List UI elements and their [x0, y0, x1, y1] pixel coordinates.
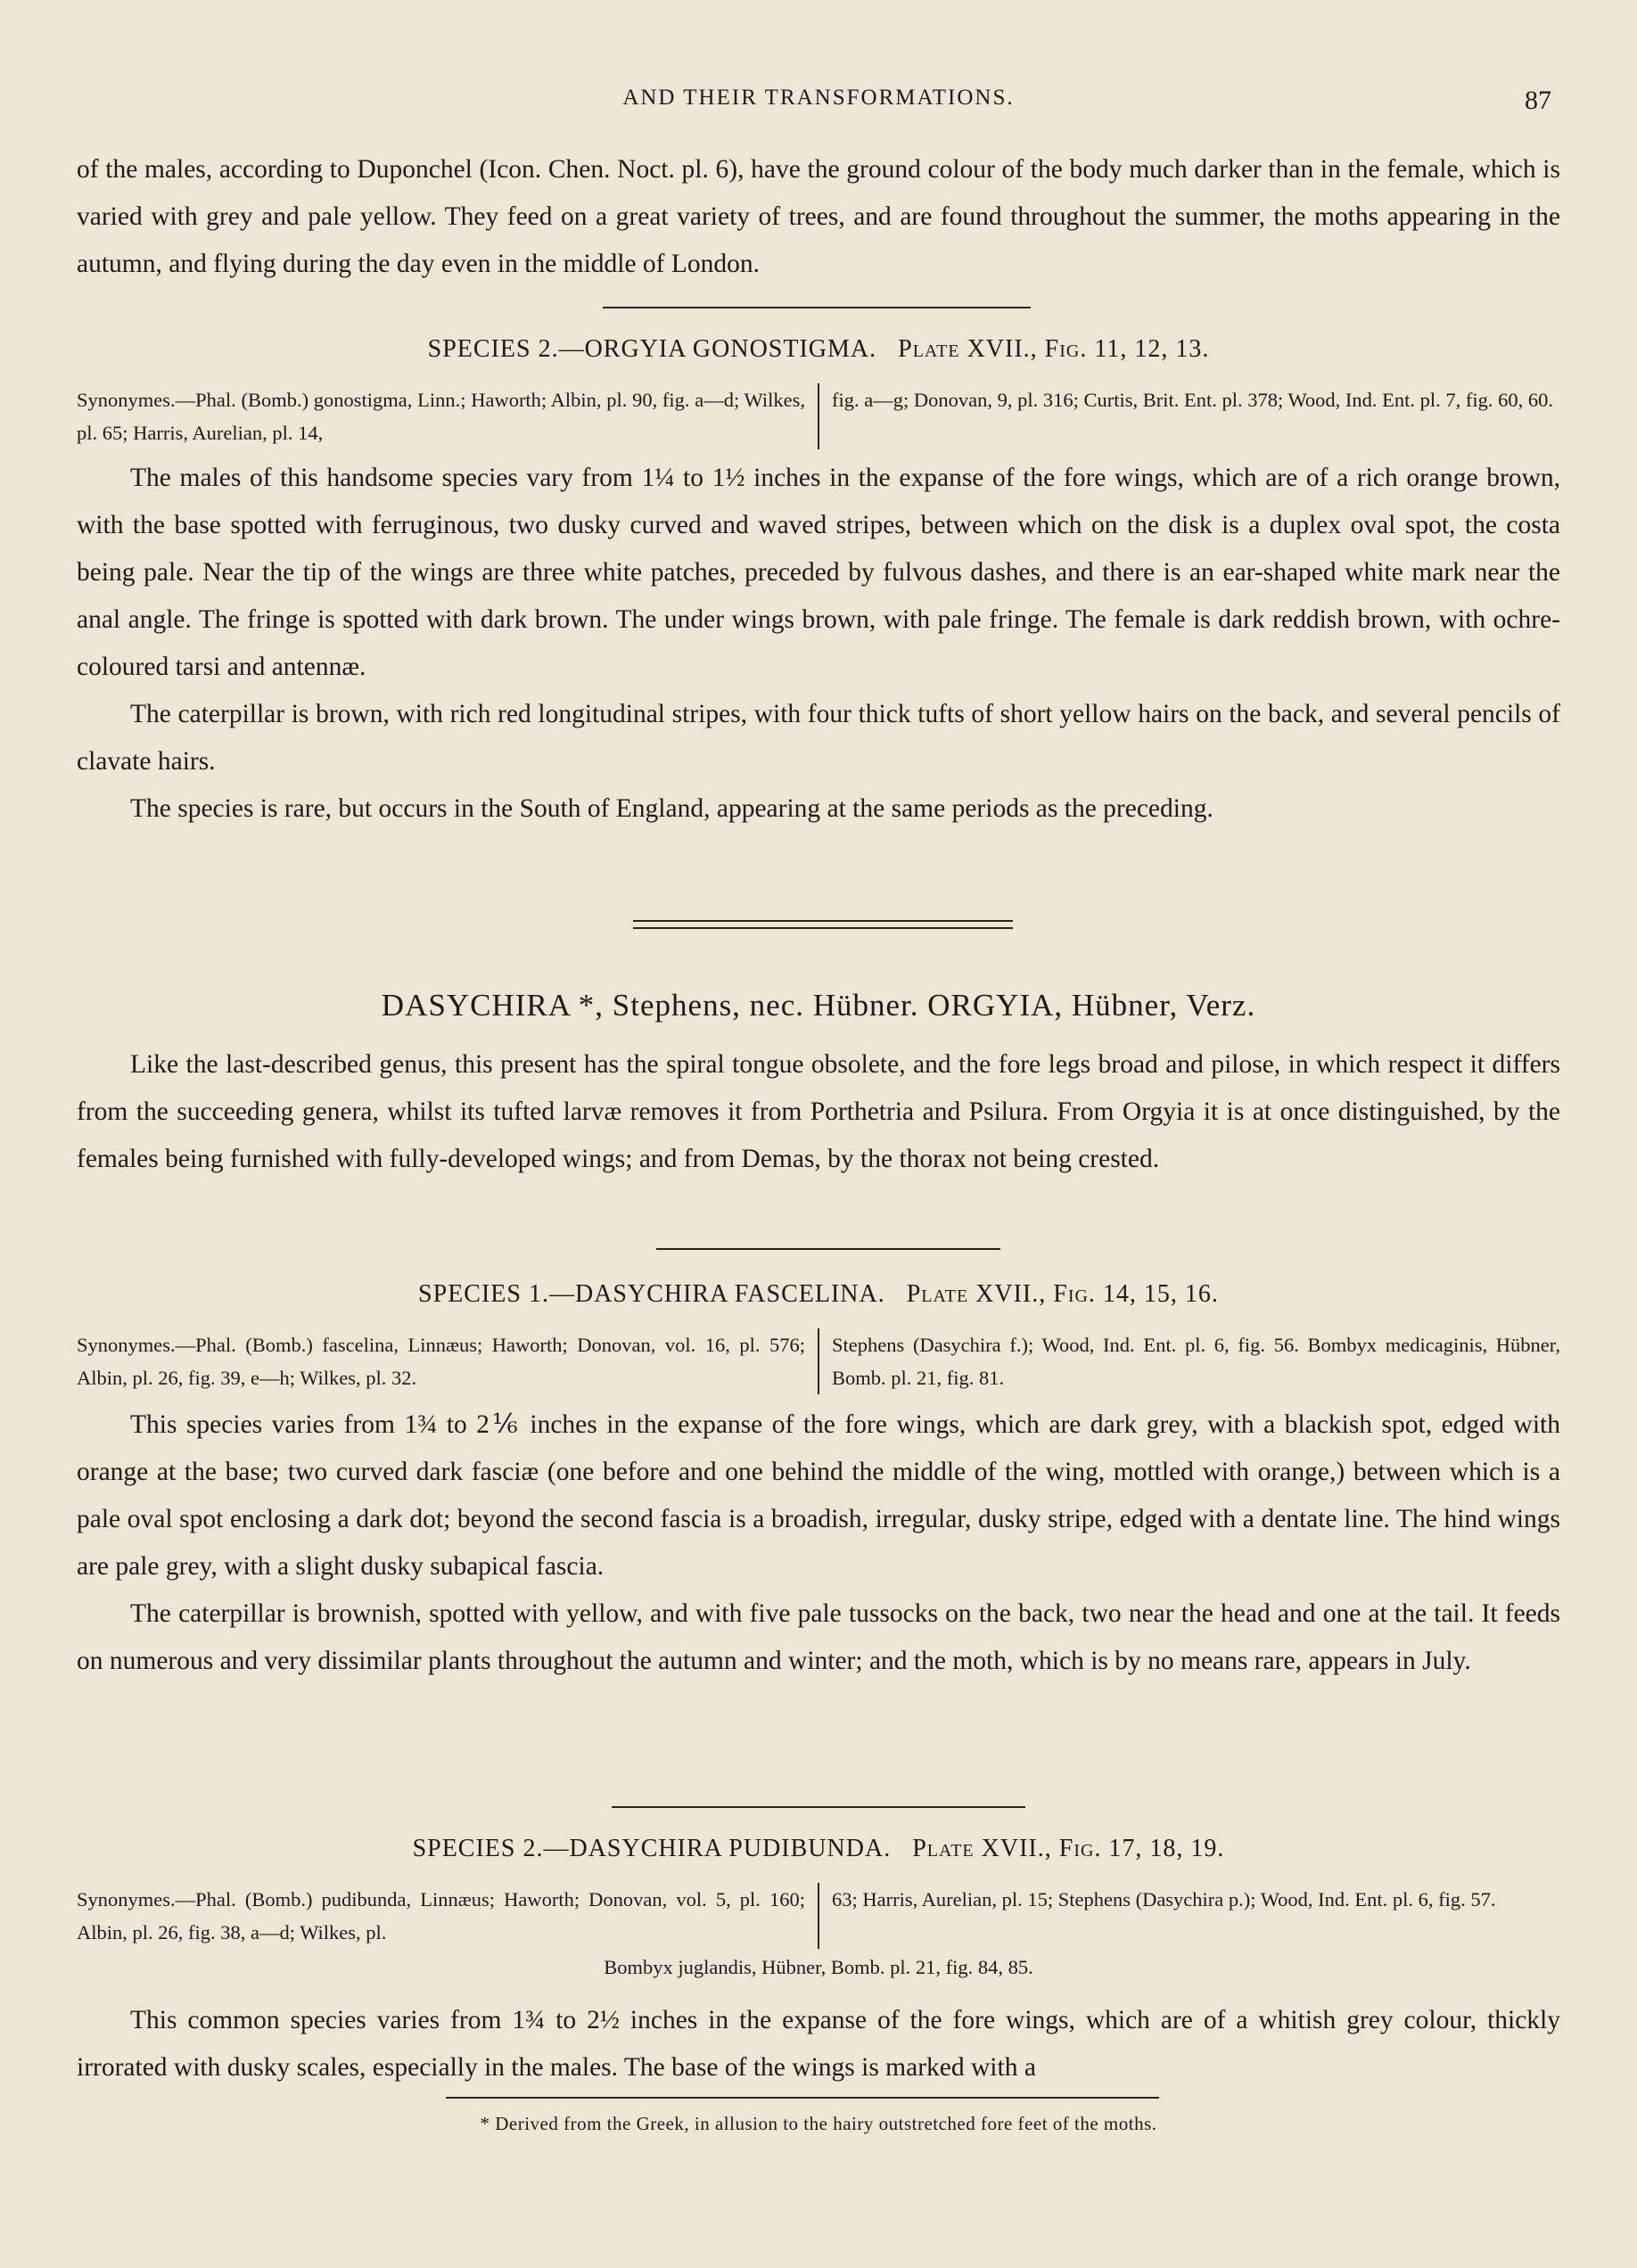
synonyms-left-column: Synonymes.—Phal. (Bomb.) pudibunda, Linnæus; Haworth; Donovan, vol. 5, pl. 160; Albin, pl. 26, fig. 38, a—d; Wilkes, pl.	[77, 1883, 819, 1949]
gonostigma-text	[77, 455, 1560, 833]
section-rule	[603, 307, 1031, 308]
species-heading-gonostigma	[0, 335, 1637, 364]
genus-description: Like the last-described genus, this present has the spiral tongue obsolete, and the fore legs broad and pilose, in which respect it differs from the succeeding genera, whilst its tufted larvæ removes it from Porthetria and Psilura. From Orgyia it is at once distinguished, by the females being furnished with fully-developed wings; and from Demas, by the thorax not being crested.	[77, 1050, 1560, 1173]
intro-paragraph: of the males, according to Duponchel (Icon. Chen. Noct. pl. 6), have the ground colour of the body much darker than in the female, which is varied with grey and pale yellow. They feed on a great variety of trees, and are found throughout the summer, the moths appearing in the autumn, and flying during the day even in the middle of London.	[77, 155, 1560, 278]
synonyms-right-column: 63; Harris, Aurelian, pl. 15; Stephens (Dasychira p.); Wood, Ind. Ent. pl. 6, fig. 57.	[832, 1888, 1496, 1911]
synonyms-right-column: Stephens (Dasychira f.); Wood, Ind. Ent. pl. 6, fig. 56. Bombyx medicaginis, Hübner, Bomb. pl. 21, fig. 81.	[832, 1334, 1560, 1389]
paragraph-distribution: The species is rare, but occurs in the South of England, appearing at the same periods as the preceding.	[130, 794, 1213, 823]
synonyms-fascelina	[77, 1328, 1560, 1394]
synonyms-extra-line: Bombyx juglandis, Hübner, Bomb. pl. 21, fig. 84, 85.	[604, 1956, 1033, 1978]
intro-paragraph-block	[77, 146, 1560, 288]
genus-double-rule	[633, 920, 1013, 929]
plate-reference: Plate XVII., Fig. 17, 18, 19.	[912, 1835, 1225, 1862]
section-rule	[612, 1806, 1025, 1808]
species-title: SPECIES 2.—ORGYIA GONOSTIGMA.	[427, 335, 877, 363]
footnote: * Derived from the Greek, in allusion to the hairy outstretched fore feet of the moths.	[480, 2113, 1157, 2134]
plate-reference: Plate XVII., Fig. 14, 15, 16.	[906, 1280, 1219, 1308]
footnote-rule	[446, 2097, 1159, 2099]
page-number: 87	[1525, 86, 1551, 115]
genus-heading: DASYCHIRA *, Stephens, nec. Hübner. ORGYIA, Hübner, Verz.	[381, 988, 1256, 1023]
synonyms-left-column: Synonymes.—Phal. (Bomb.) gonostigma, Linn.; Haworth; Albin, pl. 90, fig. a—d; Wilkes, pl. 65; Harris, Aurelian, pl. 14,	[77, 383, 819, 449]
paragraph-description: This species varies from 1¾ to 2⅙ inches in the expanse of the fore wings, which are dark grey, with a blackish spot, edged with orange at the base; two curved dark fasciæ (one before and one behind the middle of the wing, mottled with orange,) between which is a pale oval spot enclosing a dark dot; beyond the second fascia is a broadish, irregular, dusky stripe, edged with a dentate line. The hind wings are pale grey, with a slight dusky subapical fascia.	[77, 1410, 1560, 1581]
paragraph-description: The males of this handsome species vary from 1¼ to 1½ inches in the expanse of the fore wings, which are of a rich orange brown, with the base spotted with ferruginous, two dusky curved and waved stripes, between which on the disk is a duplex oval spot, the costa being pale. Near the tip of the wings are three white patches, preceded by fulvous dashes, and there is an ear-shaped white mark near the anal angle. The fringe is spotted with dark brown. The under wings brown, with pale fringe. The female is dark reddish brown, with ochre-coloured tarsi and antennæ.	[77, 464, 1560, 681]
paragraph-caterpillar: The caterpillar is brown, with rich red longitudinal stripes, with four thick tufts of short yellow hairs on the back, and several pencils of clavate hairs.	[77, 700, 1560, 776]
plate-reference: Plate XVII., Fig. 11, 12, 13.	[898, 335, 1210, 363]
pudibunda-text	[77, 1997, 1560, 2091]
species-heading-pudibunda	[0, 1835, 1637, 1863]
species-title: SPECIES 2.—DASYCHIRA PUDIBUNDA.	[412, 1835, 892, 1862]
section-rule	[656, 1248, 1000, 1250]
paragraph-description: This common species varies from 1¾ to 2½ inches in the expanse of the fore wings, which are of a whitish grey colour, thickly irrorated with dusky scales, especially in the males. The base of the wings is marked with a	[77, 2006, 1560, 2082]
synonyms-gonostigma	[77, 383, 1560, 449]
synonyms-pudibunda	[77, 1883, 1560, 1949]
running-head	[0, 86, 1637, 121]
species-heading-fascelina	[0, 1280, 1637, 1309]
running-title: AND THEIR TRANSFORMATIONS.	[622, 86, 1015, 110]
species-title: SPECIES 1.—DASYCHIRA FASCELINA.	[418, 1280, 885, 1308]
genus-text	[77, 1041, 1560, 1183]
synonyms-left-column: Synonymes.—Phal. (Bomb.) fascelina, Linnæus; Haworth; Donovan, vol. 16, pl. 576; Albin, pl. 26, fig. 39, e—h; Wilkes, pl. 32.	[77, 1328, 819, 1394]
synonyms-right-column: fig. a—g; Donovan, 9, pl. 316; Curtis, Brit. Ent. pl. 378; Wood, Ind. Ent. pl. 7, fig. 60, 60.	[832, 389, 1553, 411]
paragraph-caterpillar: The caterpillar is brownish, spotted with yellow, and with five pale tussocks on the back, two near the head and one at the tail. It feeds on numerous and very dissimilar plants throughout the autumn and winter; and the moth, which is by no means rare, appears in July.	[77, 1599, 1560, 1675]
fascelina-text	[77, 1401, 1560, 1685]
